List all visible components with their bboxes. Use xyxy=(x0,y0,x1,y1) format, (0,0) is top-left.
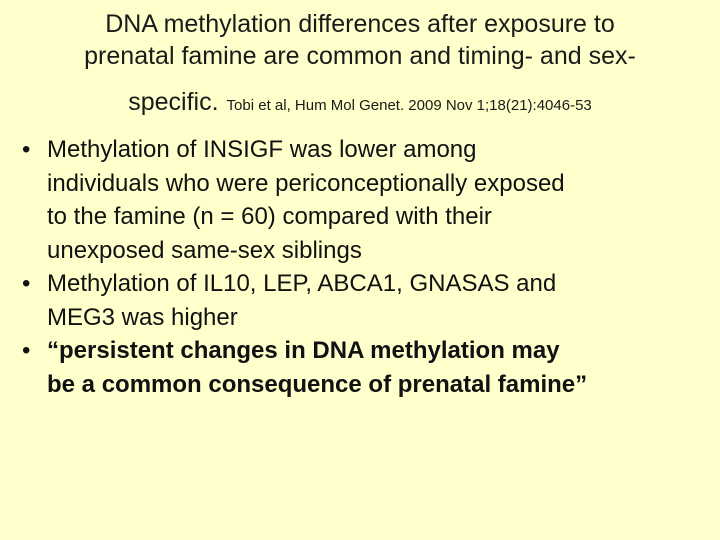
bullet-item-3 xyxy=(22,334,702,401)
title-line-3-text: specific. xyxy=(128,88,219,116)
title-line-2: prenatal famine are common and timing- and sex- xyxy=(84,42,636,70)
bullet-2-line-1: Methylation of IL10, LEP, ABCA1, GNASAS and xyxy=(47,270,557,297)
title-line-3 xyxy=(30,86,690,122)
bullet-1-line-2: individuals who were periconceptionally exposed xyxy=(47,169,565,197)
bullet-item-2 xyxy=(22,267,702,334)
bullet-1-line-1: Methylation of INSIGF was lower among xyxy=(47,136,477,163)
bullet-1-line-4: unexposed same-sex siblings xyxy=(47,236,362,264)
title-line-1: DNA methylation differences after exposure to xyxy=(105,10,615,38)
citation: Tobi et al, Hum Mol Genet. 2009 Nov 1;18(21):4046-53 xyxy=(226,97,592,114)
bullet-glyph: • xyxy=(22,337,31,364)
bullet-glyph: • xyxy=(22,270,31,297)
bullet-3-line-1: “persistent changes in DNA methylation may xyxy=(47,337,560,364)
slide-title xyxy=(30,8,690,122)
bullet-3-line-2: be a common consequence of prenatal famine” xyxy=(47,370,588,398)
bullet-1-line-3: to the famine (n = 60) compared with their xyxy=(47,203,492,230)
bullet-2-line-2: MEG3 was higher xyxy=(47,303,238,331)
bullet-item-1 xyxy=(22,133,702,267)
bullet-glyph: • xyxy=(22,136,31,163)
bullet-list xyxy=(22,133,702,401)
